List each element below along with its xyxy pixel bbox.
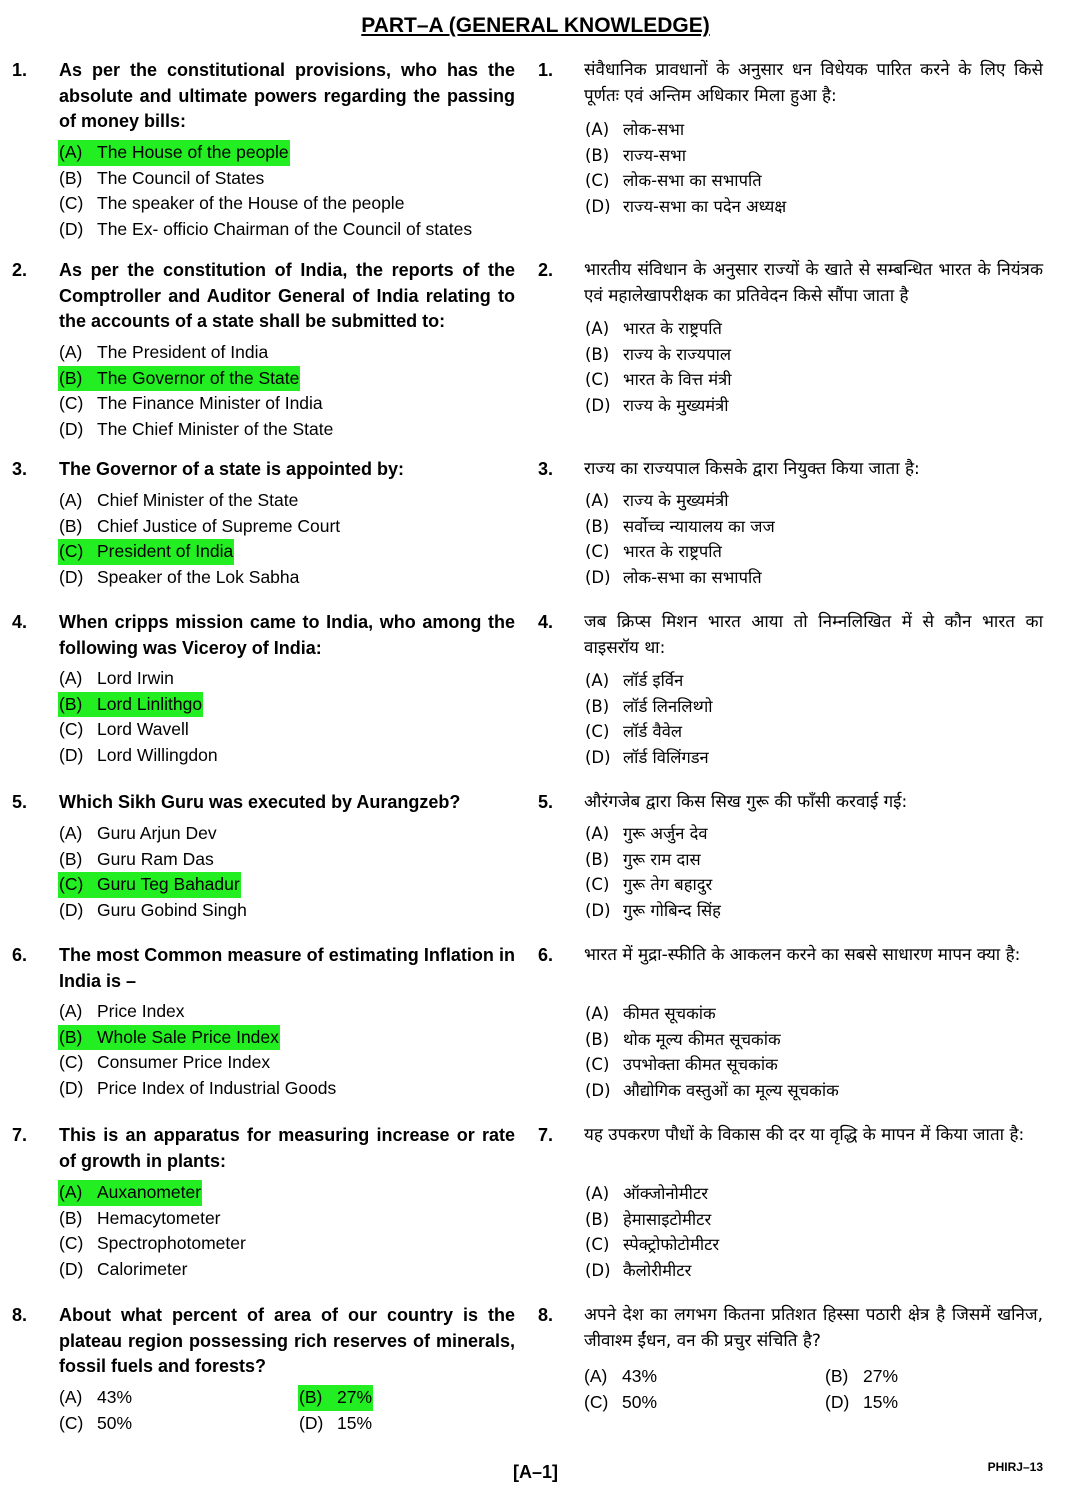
option-c: (C) भारत के राष्ट्रपति <box>585 542 722 562</box>
option-a: (A) ऑक्जोनोमीटर <box>585 1184 709 1203</box>
question-text: भारत में मुद्रा-स्फीति के आकलन करने का सबसे साधारण मापन क्या है: <box>584 945 1021 965</box>
option-d: (D) Calorimeter <box>59 1258 188 1279</box>
option-c <box>58 872 248 898</box>
question-number: 6. <box>538 945 554 965</box>
question-text: This is an apparatus for measuring increase or rate of growth in plants: <box>59 1125 515 1171</box>
options-list <box>584 668 714 770</box>
answer-highlight: (B) 27% <box>298 1385 373 1411</box>
option-c: (C) The speaker of the House of the people <box>59 193 405 214</box>
option-c: (C) गुरू तेग बहादुर <box>585 875 713 895</box>
option-c <box>58 539 341 565</box>
question-number: 8. <box>538 1305 554 1325</box>
question-text: जब क्रिप्स मिशन भारत आया तो निम्नलिखित में से कौन भारत का वाइसरॉय था: <box>584 612 1043 658</box>
option-d: (D) राज्य के मुख्यमंत्री <box>585 395 729 415</box>
options-grid <box>584 1364 1044 1416</box>
option-a: (A) राज्य के मुख्यमंत्री <box>585 491 729 510</box>
option-c: (C) 50% <box>584 1392 658 1412</box>
option-b <box>58 366 334 392</box>
option-a: (A) The President of India <box>59 342 269 362</box>
options-list <box>584 488 776 590</box>
option-b <box>298 1385 373 1411</box>
option-d: (D) Guru Gobind Singh <box>59 899 247 920</box>
question-text: The most Common measure of estimating Inflation in India is – <box>59 945 515 991</box>
options-list <box>584 821 722 923</box>
option-b: (B) Guru Ram Das <box>59 848 214 869</box>
page-title: PART–A (GENERAL KNOWLEDGE) <box>361 14 710 37</box>
options-list <box>58 140 473 242</box>
option-a <box>58 1180 247 1206</box>
option-a: (A) भारत के राष्ट्रपति <box>585 319 722 338</box>
question-text: औरंगजेब द्वारा किस सिख गुरू की फाँसी करवाई गई: <box>584 792 908 812</box>
option-b: (B) राज्य-सभा <box>585 145 687 165</box>
option-b: (B) थोक मूल्य कीमत सूचकांक <box>585 1029 781 1049</box>
option-b: (B) 27% <box>825 1366 899 1386</box>
option-d: (D) लोक-सभा का सभापति <box>585 567 762 587</box>
option-d: (D) The Ex- officio Chairman of the Council of states <box>59 218 473 239</box>
question-text: As per the constitutional provisions, who has the absolute and ultimate powers regarding the passing of money bills: <box>59 60 515 131</box>
option-d: (D) राज्य-सभा का पदेन अध्यक्ष <box>585 196 787 216</box>
question-number: 5. <box>538 792 554 812</box>
question-number: 3. <box>538 459 554 479</box>
options-list <box>584 117 787 219</box>
options-list <box>58 666 219 768</box>
options-list <box>58 340 334 442</box>
options-list <box>584 1001 840 1103</box>
option-c: (C) The Finance Minister of India <box>59 393 323 414</box>
option-c: (C) लॉर्ड वैवेल <box>585 722 683 742</box>
option-b: (B) Hemacytometer <box>59 1207 221 1228</box>
option-a: (A) लोक-सभा <box>585 120 685 139</box>
question-number: 1. <box>12 60 28 80</box>
option-b: (B) The Council of States <box>59 167 265 188</box>
options-grid <box>58 1385 518 1437</box>
answer-highlight: (A) The House of the people <box>58 140 290 166</box>
page-number: [A–1] <box>512 1462 558 1482</box>
option-b: (B) लॉर्ड लिनलिथ्गो <box>585 696 713 716</box>
answer-highlight: (B) Whole Sale Price Index <box>58 1025 280 1051</box>
options-list <box>58 1180 247 1282</box>
question-text: संवैधानिक प्रावधानों के अनुसार धन विधेयक पारित करने के लिए किसे पूर्णतः एवं अन्तिम अधिकार मिला हुआ है: <box>584 60 1043 106</box>
answer-highlight: (C) Guru Teg Bahadur <box>58 872 241 898</box>
question-number: 4. <box>538 612 554 632</box>
question-text: यह उपकरण पौधों के विकास की दर या वृद्धि के मापन में किया जाता है: <box>584 1125 1025 1145</box>
question-text: As per the constitution of India, the reports of the Comptroller and Auditor General of India relating to the accounts of a state shall be submitted to: <box>59 260 515 331</box>
option-d: (D) Speaker of the Lok Sabha <box>59 566 300 587</box>
option-c: (C) लोक-सभा का सभापति <box>585 171 762 191</box>
option-d: (D) Price Index of Industrial Goods <box>59 1077 337 1098</box>
answer-highlight: (B) The Governor of the State <box>58 366 300 392</box>
option-c: (C) 50% <box>59 1413 133 1433</box>
question-text: राज्य का राज्यपाल किसके द्वारा नियुक्त किया जाता है: <box>584 459 920 479</box>
answer-highlight: (A) Auxanometer <box>58 1180 202 1206</box>
options-list <box>58 488 341 590</box>
question-text: भारतीय संविधान के अनुसार राज्यों के खाते से सम्बन्धित भारत के नियंत्रक एवं महालेखापरीक्षक का प्रतिवेदन किसे सौंपा जाता है <box>584 260 1043 306</box>
options-list <box>584 316 733 418</box>
option-c: (C) भारत के वित्त मंत्री <box>585 370 732 390</box>
option-b: (B) हेमासाइटोमीटर <box>585 1209 712 1229</box>
option-a <box>58 140 473 166</box>
question-number: 4. <box>12 612 28 632</box>
option-b <box>58 692 219 718</box>
option-a: (A) लॉर्ड इर्विन <box>585 671 684 690</box>
options-list <box>58 821 248 923</box>
question-number: 7. <box>12 1125 28 1145</box>
option-a: (A) Chief Minister of the State <box>59 490 299 510</box>
option-c: (C) उपभोक्ता कीमत सूचकांक <box>585 1055 778 1075</box>
option-c: (C) स्पेक्ट्रोफोटोमीटर <box>585 1235 720 1255</box>
question-number: 6. <box>12 945 28 965</box>
answer-highlight: (B) Lord Linlithgo <box>58 692 203 718</box>
option-b <box>58 1025 337 1051</box>
option-a: (A) Lord Irwin <box>59 668 174 688</box>
question-number: 5. <box>12 792 28 812</box>
question-text: Which Sikh Guru was executed by Aurangzeb? <box>59 792 461 812</box>
question-number: 1. <box>538 60 554 80</box>
question-text: अपने देश का लगभग कितना प्रतिशत हिस्सा पठारी क्षेत्र है जिसमें खनिज, जीवाश्म ईंधन, वन की प्रचुर संचिति है? <box>584 1305 1043 1351</box>
question-text: The Governor of a state is appointed by: <box>59 459 405 479</box>
option-d: (D) औद्योगिक वस्तुओं का मूल्य सूचकांक <box>585 1080 839 1100</box>
options-list <box>584 1181 720 1283</box>
question-number: 2. <box>538 260 554 280</box>
option-b: (B) गुरू राम दास <box>585 849 701 869</box>
question-number: 7. <box>538 1125 554 1145</box>
question-number: 8. <box>12 1305 28 1325</box>
option-d: (D) 15% <box>825 1392 899 1412</box>
option-c: (C) Lord Wavell <box>59 719 189 740</box>
option-d: (D) Lord Willingdon <box>59 744 218 765</box>
paper-code: PHIRJ–13 <box>987 1460 1043 1474</box>
option-d: (D) गुरू गोबिन्द सिंह <box>585 900 721 920</box>
option-d: (D) The Chief Minister of the State <box>59 418 334 439</box>
option-d: (D) लॉर्ड विलिंगडन <box>585 747 709 767</box>
option-a: (A) 43% <box>584 1366 658 1386</box>
option-a: (A) Guru Arjun Dev <box>59 823 217 843</box>
option-c: (C) Spectrophotometer <box>59 1233 246 1254</box>
answer-highlight: (C) President of India <box>58 539 234 565</box>
option-d: (D) कैलोरीमीटर <box>585 1260 692 1280</box>
option-b: (B) सर्वोच्च न्यायालय का जज <box>585 516 775 536</box>
question-text: When cripps mission came to India, who among the following was Viceroy of India: <box>59 612 515 658</box>
option-c: (C) Consumer Price Index <box>59 1052 271 1073</box>
option-d: (D) 15% <box>299 1413 373 1433</box>
option-a: (A) Price Index <box>59 1001 185 1021</box>
question-number: 2. <box>12 260 28 280</box>
option-b: (B) राज्य के राज्यपाल <box>585 344 732 364</box>
question-text: About what percent of area of our country is the plateau region possessing rich reserves of minerals, fossil fuels and forests? <box>59 1305 515 1376</box>
option-a: (A) गुरू अर्जुन देव <box>585 824 708 843</box>
options-list <box>58 999 337 1101</box>
option-a: (A) कीमत सूचकांक <box>585 1004 716 1023</box>
question-number: 3. <box>12 459 28 479</box>
option-a: (A) 43% <box>59 1387 133 1407</box>
option-b: (B) Chief Justice of Supreme Court <box>59 515 341 536</box>
